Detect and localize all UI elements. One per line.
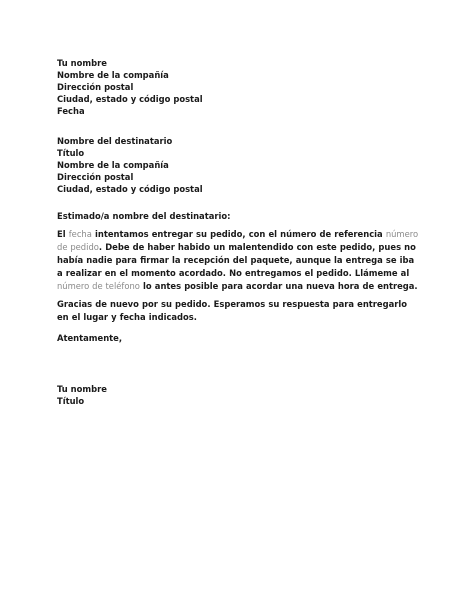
signature-block — [57, 383, 417, 407]
greeting: Estimado/a nombre del destinatario: — [57, 211, 231, 221]
sender-block — [57, 57, 417, 117]
body-paragraph-1 — [57, 228, 419, 293]
date-placeholder: fecha — [68, 229, 92, 239]
closing: Atentamente, — [57, 333, 123, 343]
order-number-placeholder: número de pedido — [57, 229, 419, 252]
recipient-title: Título — [57, 148, 85, 158]
body-paragraph-2: Gracias de nuevo por su pedido. Esperamos su respuesta para entregarlo en el lugar y fecha indicados. — [57, 299, 408, 322]
recipient-city: Ciudad, estado y código postal — [57, 184, 203, 194]
phone-number-placeholder: número de teléfono — [57, 281, 140, 291]
sender-address: Dirección postal — [57, 82, 134, 92]
signature-name: Tu nombre — [57, 384, 107, 394]
recipient-block — [57, 135, 417, 195]
p1-text-end: lo antes posible para acordar una nueva hora de entrega. — [139, 281, 418, 291]
sender-company: Nombre de la compañía — [57, 70, 169, 80]
p1-text-middle: intentamos entregar su pedido, con el número de referencia — [91, 229, 386, 239]
p1-text-after-order: . Debe de haber habido un malentendido con este pedido, pues no había nadie para firmar la recepción del paquete, aunque la entrega se iba a realizar en el momento acordado. No entregamos el pedido. Llámeme al — [57, 242, 416, 278]
sender-city: Ciudad, estado y código postal — [57, 94, 203, 104]
sender-date: Fecha — [57, 106, 85, 116]
p1-text-start: El — [57, 229, 69, 239]
signature-title: Título — [57, 396, 85, 406]
recipient-company: Nombre de la compañía — [57, 160, 169, 170]
recipient-name: Nombre del destinatario — [57, 136, 173, 146]
sender-name: Tu nombre — [57, 58, 107, 68]
recipient-address: Dirección postal — [57, 172, 134, 182]
